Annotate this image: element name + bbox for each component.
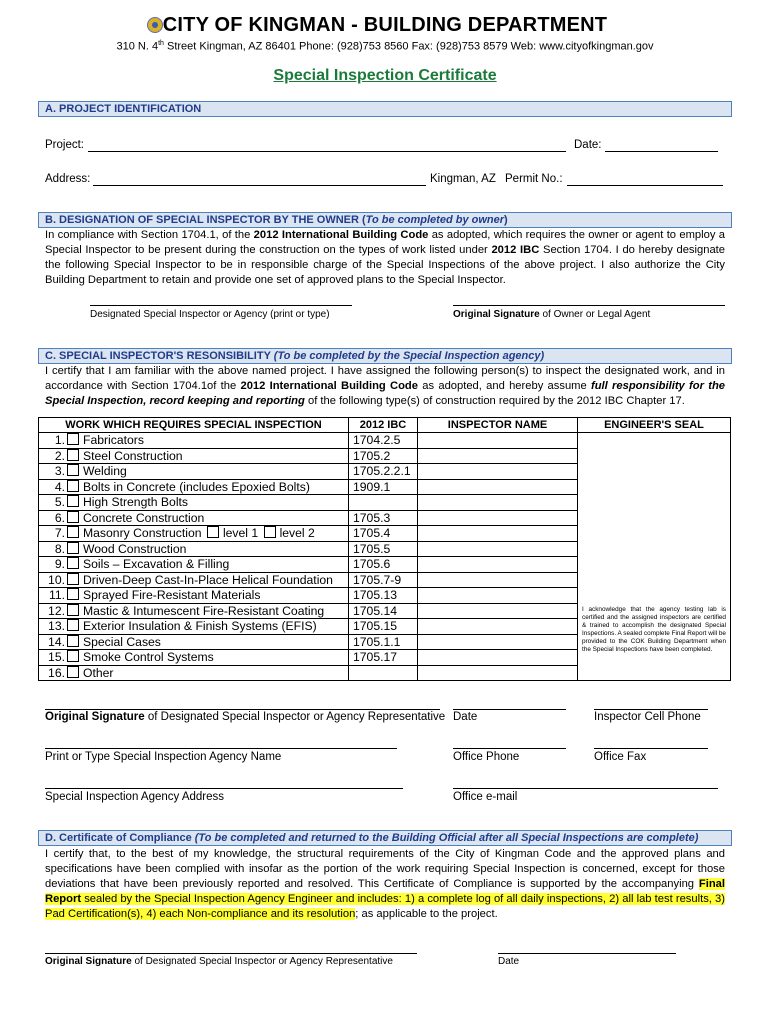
date-c-field[interactable] bbox=[453, 709, 566, 710]
work-checkbox[interactable] bbox=[67, 573, 79, 585]
agency-address-label: Special Inspection Agency Address bbox=[45, 791, 225, 803]
work-checkbox[interactable] bbox=[67, 449, 79, 461]
inspector-name-cell[interactable] bbox=[418, 495, 578, 511]
date-c-label: Date bbox=[453, 711, 478, 723]
work-item bbox=[39, 603, 349, 619]
work-item bbox=[39, 665, 349, 681]
section-a-heading: A. PROJECT IDENTIFICATION bbox=[38, 101, 732, 117]
inspector-name-cell[interactable] bbox=[418, 510, 578, 526]
row-number: 3. bbox=[54, 464, 65, 478]
agency-rep-signature-label: Original Signature of Designated Special Inspector or Agency Representative bbox=[45, 711, 446, 723]
agency-name-field[interactable] bbox=[45, 748, 397, 749]
inspector-name-cell[interactable] bbox=[418, 572, 578, 588]
row-number: 2. bbox=[54, 448, 65, 463]
final-signature-field[interactable] bbox=[45, 953, 417, 954]
work-checkbox[interactable] bbox=[67, 433, 79, 445]
row-number: 14. bbox=[48, 634, 65, 649]
ibc-section: 1705.5 bbox=[349, 541, 418, 557]
work-item bbox=[39, 557, 349, 573]
work-checkbox[interactable] bbox=[67, 588, 79, 600]
permit-field[interactable] bbox=[567, 185, 723, 186]
inspector-name-cell[interactable] bbox=[418, 464, 578, 480]
work-checkbox[interactable] bbox=[67, 542, 79, 554]
inspector-name-cell[interactable] bbox=[418, 433, 578, 449]
work-checkbox[interactable] bbox=[67, 464, 79, 476]
address-field[interactable] bbox=[93, 185, 426, 186]
final-signature-label: Original Signature of Designated Special Inspector or Agency Representative bbox=[45, 956, 393, 967]
project-label: Project: bbox=[45, 139, 84, 151]
row-number: 10. bbox=[48, 572, 65, 587]
final-date-field[interactable] bbox=[498, 953, 676, 954]
level-2-label: level 2 bbox=[279, 526, 315, 540]
work-label: High Strength Bolts bbox=[83, 495, 189, 509]
work-item bbox=[39, 479, 349, 495]
col-ibc: 2012 IBC bbox=[349, 418, 418, 433]
work-checkbox[interactable] bbox=[67, 511, 79, 523]
inspector-print-field[interactable] bbox=[90, 305, 352, 306]
work-label: Exterior Insulation & Finish Systems (EFIS) bbox=[83, 619, 317, 633]
row-number: 6. bbox=[54, 510, 65, 525]
work-item bbox=[39, 634, 349, 650]
cell-phone-label: Inspector Cell Phone bbox=[594, 711, 701, 723]
agency-address-field[interactable] bbox=[45, 788, 403, 789]
ibc-section: 1909.1 bbox=[349, 479, 418, 495]
row-number: 15. bbox=[48, 650, 65, 664]
work-checkbox[interactable] bbox=[67, 635, 79, 647]
work-item bbox=[39, 526, 349, 542]
inspector-name-cell[interactable] bbox=[418, 634, 578, 650]
work-item bbox=[39, 572, 349, 588]
ibc-section: 1705.4 bbox=[349, 526, 418, 542]
final-date-label: Date bbox=[498, 956, 520, 967]
inspector-name-cell[interactable] bbox=[418, 619, 578, 635]
work-label: Wood Construction bbox=[83, 541, 187, 556]
inspector-name-cell[interactable] bbox=[418, 557, 578, 573]
work-item bbox=[39, 495, 349, 511]
ibc-section: 1705.2.2.1 bbox=[349, 464, 418, 480]
row-number: 9. bbox=[54, 557, 65, 571]
row-number: 5. bbox=[54, 495, 65, 509]
work-checkbox[interactable] bbox=[67, 495, 79, 507]
ibc-section: 1704.2.5 bbox=[349, 433, 418, 449]
work-label: Welding bbox=[83, 464, 127, 478]
work-checkbox[interactable] bbox=[67, 480, 79, 492]
table-row bbox=[39, 433, 731, 449]
work-label: Driven-Deep Cast-In-Place Helical Foundation bbox=[83, 572, 333, 587]
work-item bbox=[39, 650, 349, 666]
work-label: Smoke Control Systems bbox=[83, 650, 214, 664]
office-phone-label: Office Phone bbox=[453, 751, 520, 763]
row-number: 13. bbox=[48, 619, 65, 633]
permit-label: Permit No.: bbox=[505, 173, 563, 185]
ibc-section: 1705.7-9 bbox=[349, 572, 418, 588]
row-number: 4. bbox=[54, 479, 65, 494]
kingman-label: Kingman, AZ bbox=[430, 173, 496, 185]
work-checkbox[interactable] bbox=[67, 619, 79, 631]
work-label: Other bbox=[83, 665, 114, 680]
ibc-section: 1705.3 bbox=[349, 510, 418, 526]
office-fax-field[interactable] bbox=[594, 748, 708, 749]
owner-signature-field[interactable] bbox=[453, 305, 725, 306]
ibc-section: 1705.14 bbox=[349, 603, 418, 619]
ibc-section: 1705.17 bbox=[349, 650, 418, 666]
owner-signature-label: Original Signature of Owner or Legal Agent bbox=[453, 309, 651, 320]
work-item bbox=[39, 510, 349, 526]
row-number: 16. bbox=[48, 665, 65, 680]
ibc-section: 1705.2 bbox=[349, 448, 418, 464]
cell-phone-field[interactable] bbox=[594, 709, 708, 710]
inspector-name-cell[interactable] bbox=[418, 479, 578, 495]
ibc-section: 1705.1.1 bbox=[349, 634, 418, 650]
work-checkbox[interactable] bbox=[67, 604, 79, 616]
date-field[interactable] bbox=[605, 151, 718, 152]
inspector-name-cell[interactable] bbox=[418, 603, 578, 619]
form-title: Special Inspection Certificate bbox=[273, 67, 497, 84]
ibc-section: 1705.15 bbox=[349, 619, 418, 635]
ibc-section: 1705.13 bbox=[349, 588, 418, 604]
level-2-checkbox[interactable] bbox=[264, 526, 276, 538]
engineer-seal-cell[interactable] bbox=[578, 433, 731, 681]
office-email-label: Office e-mail bbox=[453, 791, 518, 803]
ibc-section: 1705.6 bbox=[349, 557, 418, 573]
work-label: Mastic & Intumescent Fire-Resistant Coating bbox=[83, 603, 325, 618]
work-label: Steel Construction bbox=[83, 448, 183, 463]
section-c-heading: C. SPECIAL INSPECTOR'S RESONSIBILITY (To be completed by the Special Inspection agency) bbox=[38, 348, 732, 364]
work-label: Bolts in Concrete (includes Epoxied Bolts) bbox=[83, 479, 310, 494]
section-b-text: In compliance with Section 1704.1, of the 2012 International Building Code as adopted, which requires the owner or agent to employ a Special Inspector to be present during the construction on the types of work listed under 2012 IBC Section 1704. I do hereby designate the following Special Inspector to be in responsible charge of the Special Inspections of the above project. I also authorize the City Building Department to retain and provide one set of approved plans to the Special Inspector. bbox=[45, 229, 725, 286]
section-c-text: I certify that I am familiar with the above named project. I have assigned the following person(s) to inspect the designated work, and in accordance with Section 1704.1of the 2012 International Building Code as adopted, and hereby assume full responsibility for the Special Inspection, record keeping and reporting of the following type(s) of construction required by the 2012 IBC Chapter 17. bbox=[45, 365, 725, 407]
work-table bbox=[38, 417, 731, 681]
work-checkbox[interactable] bbox=[67, 557, 79, 569]
address-label: Address: bbox=[45, 173, 91, 185]
row-number: 7. bbox=[54, 526, 65, 540]
work-checkbox[interactable] bbox=[67, 666, 79, 678]
work-label: Sprayed Fire-Resistant Materials bbox=[83, 588, 261, 602]
col-seal: ENGINEER'S SEAL bbox=[578, 418, 731, 433]
page-title: CITY OF KINGMAN - BUILDING DEPARTMENT bbox=[162, 14, 608, 36]
work-label: Concrete Construction bbox=[83, 510, 205, 525]
inspector-name-cell[interactable] bbox=[418, 650, 578, 666]
work-item bbox=[39, 464, 349, 480]
row-number: 11. bbox=[48, 588, 65, 602]
work-label: Masonry Construction bbox=[83, 526, 202, 540]
work-item bbox=[39, 448, 349, 464]
row-number: 8. bbox=[54, 541, 65, 556]
project-field[interactable] bbox=[88, 151, 566, 152]
office-email-field[interactable] bbox=[453, 788, 718, 789]
work-label: Fabricators bbox=[83, 433, 144, 447]
work-label: Special Cases bbox=[83, 634, 161, 649]
work-item bbox=[39, 619, 349, 635]
col-work: WORK WHICH REQUIRES SPECIAL INSPECTION bbox=[39, 418, 349, 433]
ibc-section bbox=[349, 665, 418, 681]
inspector-name-cell[interactable] bbox=[418, 526, 578, 542]
work-checkbox[interactable] bbox=[67, 650, 79, 662]
office-fax-label: Office Fax bbox=[594, 751, 647, 763]
office-phone-field[interactable] bbox=[453, 748, 566, 749]
row-number: 1. bbox=[54, 433, 65, 447]
level-1-checkbox[interactable] bbox=[207, 526, 219, 538]
section-d-text: I certify that, to the best of my knowledge, the structural requirements of the City of Kingman Code and the approved plans and specifications have been complied with insofar as the portion of the work requiring Special Inspection is concerned, except for those deviations that have been previously reported and resolved. This Certificate of Compliance is supported by the accompanying Final Report sealed by the Special Inspection Agency Engineer and includes: 1) a complete log of all daily inspections, 2) all lab test results, 3) Pad Certification(s), 4) each Non-compliance and its resolution; as applicable to the project. bbox=[45, 848, 725, 920]
inspector-name-cell[interactable] bbox=[418, 541, 578, 557]
section-b-heading: B. DESIGNATION OF SPECIAL INSPECTOR BY THE OWNER (To be completed by owner) bbox=[38, 212, 732, 228]
work-item bbox=[39, 433, 349, 449]
agency-name-label: Print or Type Special Inspection Agency Name bbox=[45, 751, 282, 763]
inspector-name-cell[interactable] bbox=[418, 588, 578, 604]
work-item bbox=[39, 588, 349, 604]
work-item bbox=[39, 541, 349, 557]
level-1-label: level 1 bbox=[222, 526, 259, 540]
section-d-heading: D. Certificate of Compliance (To be completed and returned to the Building Official after all Special Inspections are complete) bbox=[38, 830, 732, 846]
department-address: 310 N. 4th Street Kingman, AZ 86401 Phone: (928)753 8560 Fax: (928)753 8579 Web: www.cityofkingman.gov bbox=[116, 40, 654, 53]
row-number: 12. bbox=[48, 603, 65, 618]
agency-rep-signature-field[interactable] bbox=[45, 709, 440, 710]
col-inspector: INSPECTOR NAME bbox=[418, 418, 578, 433]
work-label: Soils – Excavation & Filling bbox=[83, 557, 230, 571]
acknowledgement-text: I acknowledge that the agency testing lab is certified and the assigned inspectors are certified & trained to accomplish the designated Special Inspections. A sealed complete Final Report will be provided to the COK Building Department when the Special Inspections have been completed. bbox=[582, 606, 726, 653]
inspector-name-cell[interactable] bbox=[418, 665, 578, 681]
seal-area bbox=[582, 433, 726, 606]
date-label: Date: bbox=[574, 139, 602, 151]
inspector-print-label: Designated Special Inspector or Agency (print or type) bbox=[90, 309, 330, 320]
work-checkbox[interactable] bbox=[67, 526, 79, 538]
inspector-name-cell[interactable] bbox=[418, 448, 578, 464]
ibc-section bbox=[349, 495, 418, 511]
